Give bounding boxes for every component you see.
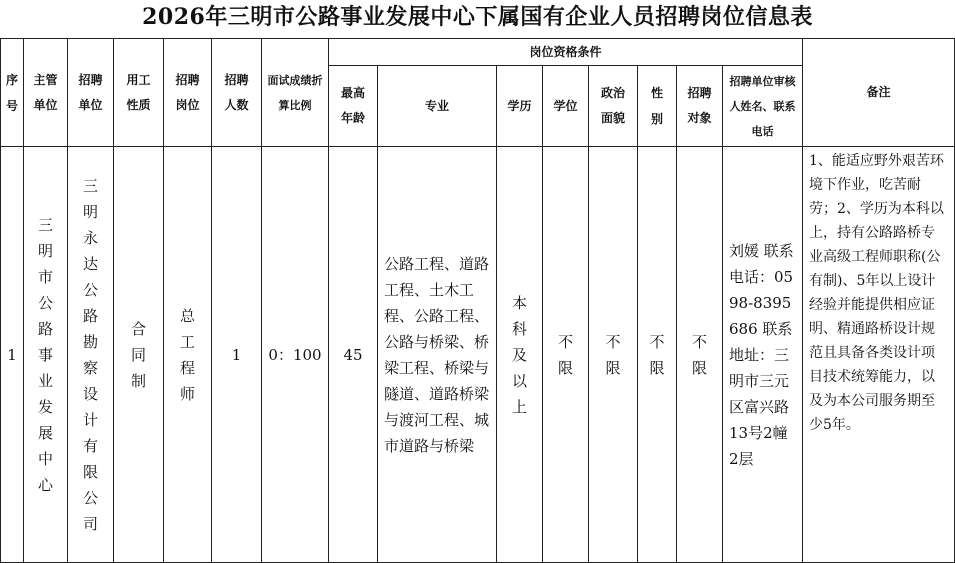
header-major: 专业 (378, 66, 497, 147)
header-gender: 性别 (638, 66, 677, 147)
cell-gender: 不限 (638, 147, 677, 563)
header-qualification-group: 岗位资格条件 (329, 39, 803, 66)
cell-nature: 合同制 (114, 147, 164, 563)
cell-post: 总工程师 (164, 147, 212, 563)
header-education: 学历 (497, 66, 543, 147)
header-target: 招聘对象 (677, 66, 723, 147)
header-count: 招聘人数 (212, 39, 262, 147)
header-politics: 政治面貌 (589, 66, 638, 147)
cell-count: 1 (212, 147, 262, 563)
header-post: 招聘岗位 (164, 39, 212, 147)
header-ratio: 面试成绩折算比例 (262, 39, 329, 147)
header-unit: 招聘单位 (68, 39, 114, 147)
cell-dept: 三明市公路事业发展中心 (24, 147, 68, 563)
cell-education: 本科及以上 (497, 147, 543, 563)
page-title: 2026年三明市公路事业发展中心下属国有企业人员招聘岗位信息表 (142, 4, 813, 30)
cell-degree: 不限 (543, 147, 589, 563)
header-nature: 用工性质 (114, 39, 164, 147)
header-seq: 序号 (1, 39, 24, 147)
header-degree: 学位 (543, 66, 589, 147)
cell-target: 不限 (677, 147, 723, 563)
cell-reviewer: 刘媛 联系电话：0598-8395686 联系地址：三明市三元区富兴路13号2幢2层 (723, 147, 803, 563)
table-row (1, 147, 955, 563)
header-reviewer: 招聘单位审核人姓名、联系电话 (723, 66, 803, 147)
header-max-age: 最高年龄 (329, 66, 378, 147)
header-remark: 备注 (803, 39, 955, 147)
cell-remark: 1、能适应野外艰苦环境下作业，吃苦耐劳；2、学历为本科以上，持有公路路桥专业高级工程师职称(公有制)、5年以上设计经验并能提供相应证明、精通路桥设计规范且具备各类设计项目技术统筹能力，以及为本公司服务期至少5年。 (803, 147, 955, 563)
cell-politics: 不限 (589, 147, 638, 563)
cell-ratio: 0：100 (262, 147, 329, 563)
header-dept: 主管单位 (24, 39, 68, 147)
cell-unit: 三明永达公路勘察设计有限公司 (68, 147, 114, 563)
cell-seq: 1 (1, 147, 24, 563)
cell-max-age: 45 (329, 147, 378, 563)
cell-major: 公路工程、道路工程、土木工程、公路工程、公路与桥梁、桥梁工程、桥梁与隧道、道路桥梁与渡河工程、城市道路与桥梁 (378, 147, 497, 563)
recruitment-table (0, 38, 955, 563)
